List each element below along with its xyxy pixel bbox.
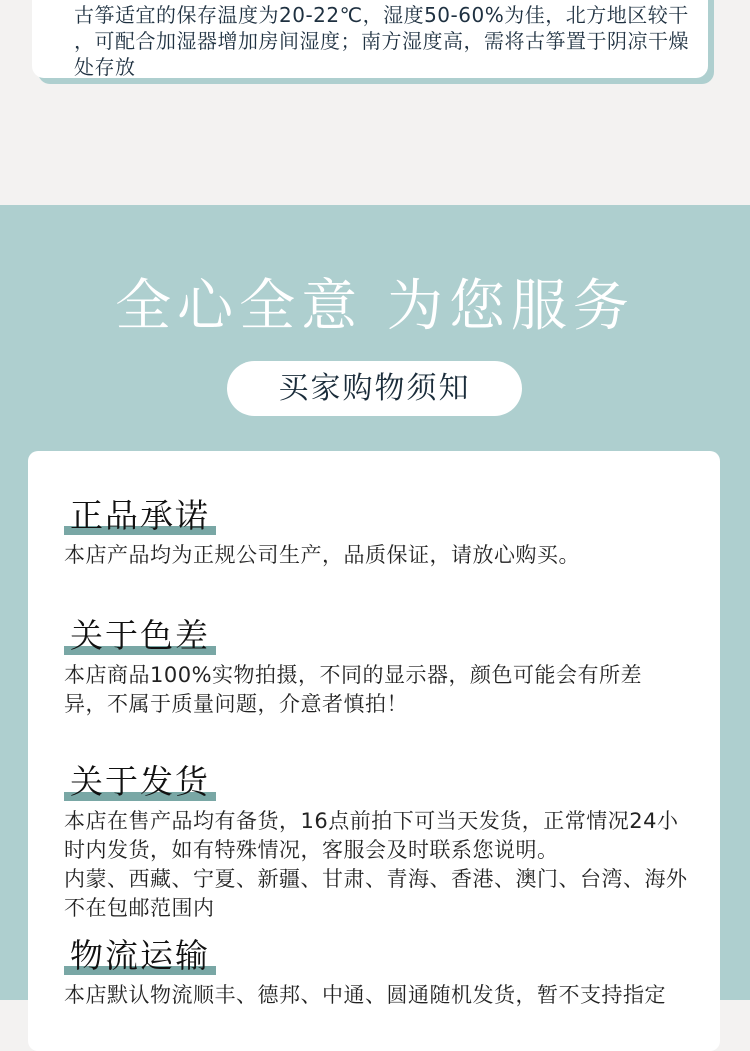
storage-tip-line: 处存放 [74,55,136,79]
section-heading-text: 关于色差 [70,616,210,655]
section-body-line: 内蒙、西藏、宁夏、新疆、甘肃、青海、香港、澳门、台湾、海外 [64,867,688,891]
section-heading [64,935,216,977]
section-heading-text: 物流运输 [70,936,210,975]
section-color-difference [64,615,724,719]
storage-tip-line: ，可配合加湿器增加房间湿度；南方湿度高，需将古筝置于阴凉干燥 [74,29,689,53]
section-body [64,541,724,570]
section-heading-text: 关于发货 [70,762,210,801]
section-heading-text: 正品承诺 [70,496,210,535]
section-body-line: 本店默认物流顺丰、德邦、中通、圆通随机发货，暂不支持指定 [64,983,666,1007]
section-body [64,807,724,923]
storage-tip-text [74,2,714,80]
storage-tip-card [32,0,708,78]
section-body-line: 本店在售产品均有备货，16点前拍下可当天发货，正常情况24小 [64,809,679,833]
section-body [64,981,724,1010]
section-body-line: 本店产品均为正规公司生产，品质保证，请放心购买。 [64,543,580,567]
section-heading [64,495,216,537]
section-shipping [64,761,724,923]
section-body-line: 本店商品100%实物拍摄，不同的显示器，颜色可能会有所差 [64,663,643,687]
storage-tip-line: 古筝适宜的保存温度为20-22℃，湿度50-60%为佳，北方地区较干 [74,3,689,27]
buyer-notice-card [28,451,720,1051]
section-heading [64,615,216,657]
section-body-line: 时内发货，如有特殊情况，客服会及时联系您说明。 [64,838,559,862]
section-heading [64,761,216,803]
section-body [64,661,724,719]
section-genuine-promise [64,495,724,570]
service-slogan: 全心全意 为您服务 [115,274,635,339]
section-body-line: 异，不属于质量问题，介意者慎拍！ [64,692,408,716]
section-logistics [64,935,724,1010]
section-body-line: 不在包邮范围内 [64,896,215,920]
buyer-notice-title: 买家购物须知 [227,361,522,416]
